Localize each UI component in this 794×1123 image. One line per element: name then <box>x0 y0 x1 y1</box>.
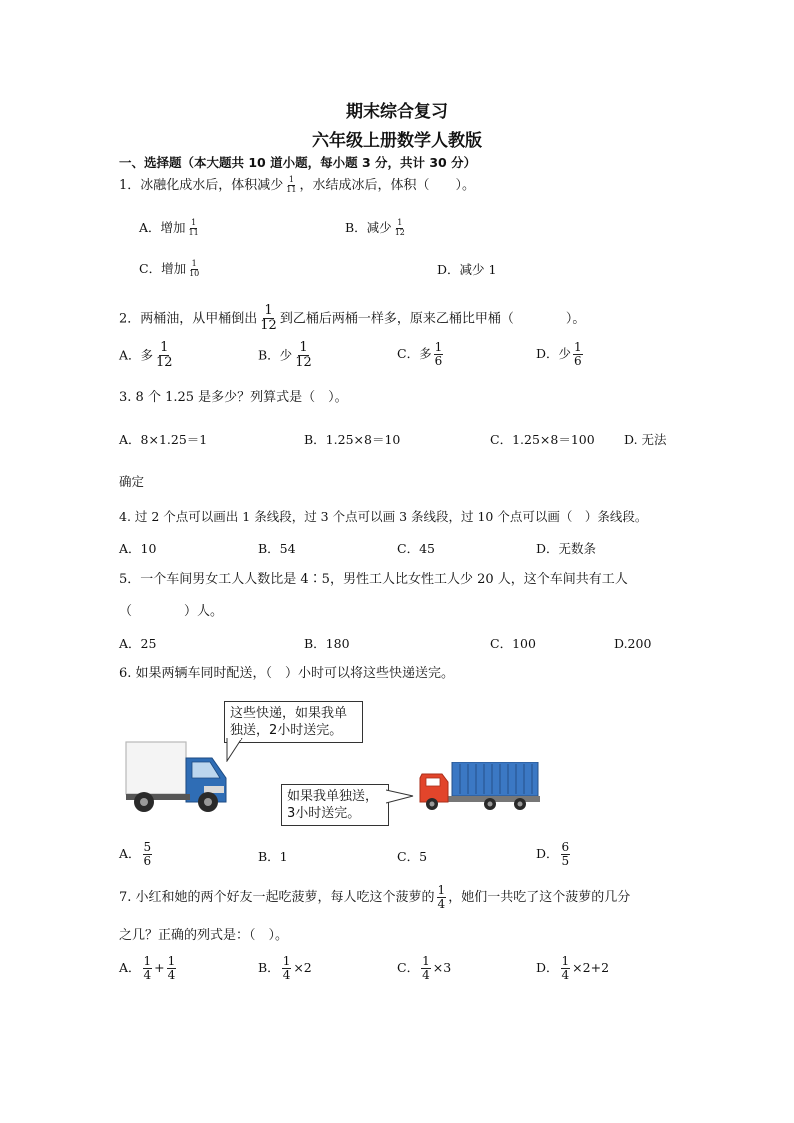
speech-bubble-tail-2 <box>386 788 414 806</box>
q2-fraction: $\frac{1}{12}$ <box>260 303 277 334</box>
q5-option-b[interactable]: B．180 <box>304 636 350 651</box>
q7-option-b[interactable]: B． $\frac{1}{4}$ ×2 <box>258 954 312 983</box>
q3-option-d-continuation: 确定 <box>119 474 145 489</box>
q1-option-d[interactable]: D．减少 1 <box>437 262 497 277</box>
q4-option-c[interactable]: C．45 <box>397 541 435 556</box>
question-7-line-2: 之几？正确的列式是：（ ）。 <box>119 928 289 943</box>
container-truck-illustration <box>418 762 540 812</box>
q4-option-a[interactable]: A．10 <box>119 541 157 556</box>
q7-option-c[interactable]: C． $\frac{1}{4}$ ×3 <box>397 954 452 983</box>
q2-option-d[interactable]: D．少 $\frac{1}{6}$ <box>536 340 582 369</box>
speech-bubble-tail-1 <box>226 738 244 762</box>
q1-option-a[interactable]: A．增加 $\frac{1}{11}$ <box>139 218 199 237</box>
speech-bubble-red-truck: 如果我单独送， 3小时送完。 <box>281 784 389 826</box>
q3-option-c[interactable]: C．1.25×8＝100 <box>490 432 595 447</box>
q1-option-c[interactable]: C．增加 $\frac{1}{10}$ <box>139 259 200 278</box>
page-subtitle: 六年级上册数学人教版 <box>312 131 482 151</box>
q2-option-c[interactable]: C．多 $\frac{1}{6}$ <box>397 340 443 369</box>
question-7: 7. 小红和她的两个好友一起吃菠萝，每人吃这个菠萝的 $\frac{1}{4}$ ，她们一共吃了这个菠萝的几分 <box>119 883 631 912</box>
q1-prefix: 1．冰融化成水后，体积减少 <box>119 177 284 193</box>
question-4: 4. 过 2 个点可以画出 1 条线段，过 3 个点可以画 3 条线段，过 10 个点可以画（ ）条线段。 <box>119 509 648 524</box>
q5-option-d[interactable]: D.200 <box>614 636 652 651</box>
q7-option-d[interactable]: D． $\frac{1}{4}$ ×2+2 <box>536 954 610 983</box>
q1-suffix: ，水结成冰后，体积（ ）。 <box>299 177 475 193</box>
q3-option-b[interactable]: B．1.25×8＝10 <box>304 432 401 447</box>
section-heading: 一、选择题（本大题共 10 道小题，每小题 3 分，共计 30 分） <box>119 155 477 170</box>
q6-option-b[interactable]: B．1 <box>258 849 288 864</box>
q4-option-b[interactable]: B．54 <box>258 541 296 556</box>
q1-fraction: $\frac{1}{11}$ <box>286 175 297 194</box>
q2-option-a[interactable]: A．多 $\frac{1}{12}$ <box>119 340 173 371</box>
q6-option-c[interactable]: C．5 <box>397 849 428 864</box>
q4-option-d[interactable]: D．无数条 <box>536 541 597 556</box>
q2-option-b[interactable]: B．少 $\frac{1}{12}$ <box>258 340 312 371</box>
question-5: 5．一个车间男女工人人数比是 4∶5，男性工人比女性工人少 20 人，这个车间共有工人 <box>119 572 628 587</box>
q1-option-b[interactable]: B．减少 $\frac{1}{12}$ <box>345 218 405 237</box>
q7-fraction: $\frac{1}{4}$ <box>437 883 446 912</box>
blue-truck-illustration <box>124 738 230 814</box>
q7-option-a[interactable]: A． $\frac{1}{4}$ + $\frac{1}{4}$ <box>119 954 176 983</box>
question-2: 2．两桶油，从甲桶倒出 $\frac{1}{12}$ 到乙桶后两桶一样多，原来乙桶比甲桶（ ）。 <box>119 303 586 334</box>
question-3: 3. 8 个 1.25 是多少？列算式是（ ）。 <box>119 390 348 405</box>
question-5-line-2: （ ）人。 <box>119 604 224 619</box>
question-6: 6. 如果两辆车同时配送，（ ）小时可以将这些快递送完。 <box>119 666 455 681</box>
q6-option-d[interactable]: D． $\frac{6}{5}$ <box>536 840 570 869</box>
q5-option-a[interactable]: A．25 <box>119 636 157 651</box>
q3-option-a[interactable]: A．8×1.25＝1 <box>119 432 208 447</box>
q3-option-d[interactable]: D. 无法 <box>624 432 667 447</box>
question-1 <box>119 176 475 195</box>
q5-option-c[interactable]: C．100 <box>490 636 536 651</box>
speech-bubble-blue-truck: 这些快递，如果我单 独送，2小时送完。 <box>224 701 363 743</box>
page-title: 期末综合复习 <box>346 102 448 122</box>
q6-option-a[interactable]: A． $\frac{5}{6}$ <box>119 840 152 869</box>
